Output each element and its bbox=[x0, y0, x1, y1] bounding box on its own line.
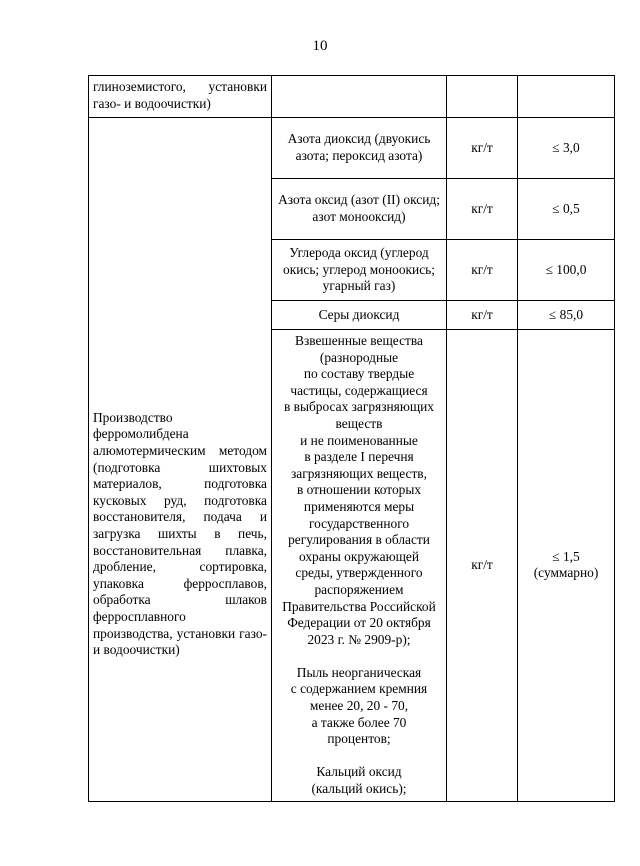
substance-line: охраны окружающей bbox=[298, 548, 420, 564]
unit-label: кг/т bbox=[471, 306, 493, 322]
value-cell bbox=[518, 76, 615, 118]
substance-line: Взвешенные вещества bbox=[295, 333, 423, 348]
table-row bbox=[89, 118, 615, 179]
activity-cell bbox=[89, 118, 272, 802]
substance-cell bbox=[272, 76, 447, 118]
emission-norms-table bbox=[88, 75, 615, 802]
substance-name: Углерода оксид (углерод окись; углерод моноокись; угарный газ) bbox=[283, 245, 435, 294]
value-cell bbox=[518, 118, 615, 179]
substance-line: Федерации от 20 октября bbox=[287, 615, 431, 631]
substance-list bbox=[276, 333, 442, 798]
substance-cell bbox=[272, 179, 447, 240]
substance-name: Серы диоксид bbox=[318, 306, 400, 322]
value-cell bbox=[518, 330, 615, 802]
substance-line bbox=[276, 748, 442, 765]
substance-line: регулирования в области bbox=[288, 532, 430, 548]
substance-line: по составу твердые bbox=[303, 366, 415, 382]
norm-value: ≤ 0,5 bbox=[552, 200, 580, 216]
substance-line: Кальций оксид bbox=[316, 764, 402, 780]
value-cell bbox=[518, 240, 615, 301]
substance-cell bbox=[272, 240, 447, 301]
unit-label: кг/т bbox=[471, 557, 493, 573]
substance-line: в разделе I перечня bbox=[304, 449, 414, 465]
norm-value: ≤ 100,0 bbox=[545, 261, 587, 277]
substance-line: в выбросах загрязняющих bbox=[284, 399, 434, 415]
unit-cell bbox=[447, 118, 518, 179]
substance-line: среды, утвержденного bbox=[295, 565, 423, 581]
substance-line: а также более 70 bbox=[311, 714, 407, 730]
substance-name: Азота оксид (азот (II) оксид; азот монооксид) bbox=[278, 192, 440, 224]
substance-line: распоряжением bbox=[314, 581, 404, 597]
unit-label: кг/т bbox=[471, 261, 493, 277]
unit-cell bbox=[447, 76, 518, 118]
activity-text: Производство ферромолибдена алюмотермическим методом (подготовка шихтовых материалов, подготовка кусковых руд, подготовка восстановителя, подача и загрузка шихты в печь, восстановительная плавка, дробление, сортировка, упаковка ферросплавов, обработка шлаков ферросплавного производства, установки газо- и водоочистки) bbox=[93, 409, 267, 658]
activity-cell bbox=[89, 76, 272, 118]
substance-line: загрязняющих веществ, bbox=[291, 465, 427, 481]
substance-line: (кальций окись); bbox=[311, 781, 407, 797]
norm-qualifier: (суммарно) bbox=[533, 565, 599, 581]
substance-cell bbox=[272, 118, 447, 179]
substance-line: и не поименованные bbox=[300, 432, 418, 448]
value-cell bbox=[518, 179, 615, 240]
substance-line: менее 20, 20 - 70, bbox=[309, 698, 409, 714]
activity-text: глиноземистого, установки газо- и водоочистки) bbox=[93, 79, 267, 111]
value-cell bbox=[518, 301, 615, 330]
norm-value: ≤ 3,0 bbox=[552, 139, 580, 155]
substance-cell bbox=[272, 330, 447, 802]
unit-label: кг/т bbox=[471, 200, 493, 216]
table-row bbox=[89, 76, 615, 118]
substance-line: процентов; bbox=[327, 731, 391, 747]
substance-line: применяются меры bbox=[303, 498, 415, 514]
substance-line: Правительства Российской bbox=[282, 598, 436, 614]
substance-line: веществ bbox=[335, 415, 383, 431]
substance-line: частицы, содержащиеся bbox=[290, 382, 428, 398]
unit-cell bbox=[447, 179, 518, 240]
substance-line: (разнородные bbox=[319, 349, 399, 365]
norm-value: ≤ 85,0 bbox=[548, 306, 584, 322]
unit-cell bbox=[447, 301, 518, 330]
unit-cell bbox=[447, 240, 518, 301]
substance-line: государственного bbox=[308, 515, 410, 531]
substance-line: Пыль неорганическая bbox=[296, 664, 422, 680]
substance-line bbox=[276, 648, 442, 665]
substance-line: с содержанием кремния bbox=[290, 681, 428, 697]
substance-name: Азота диоксид (двуокись азота; пероксид азота) bbox=[287, 131, 431, 163]
substance-line: в отношении которых bbox=[296, 482, 422, 498]
unit-label: кг/т bbox=[471, 139, 493, 155]
norm-value: ≤ 1,5 bbox=[552, 548, 580, 564]
page-number: 10 bbox=[312, 38, 328, 54]
substance-cell bbox=[272, 301, 447, 330]
substance-line: 2023 г. № 2909-р); bbox=[307, 631, 411, 647]
unit-cell bbox=[447, 330, 518, 802]
